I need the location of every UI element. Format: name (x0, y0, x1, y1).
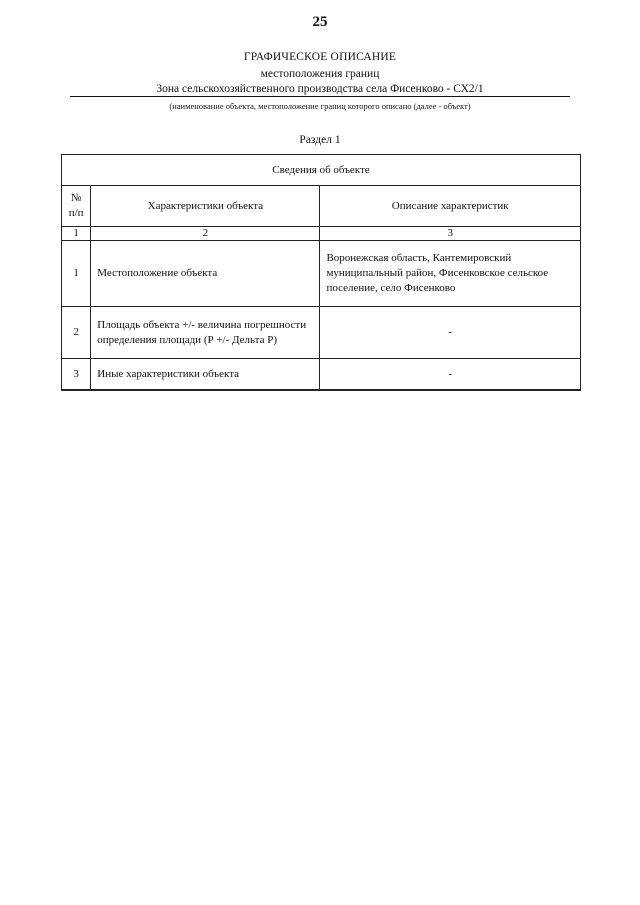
row-description: - (320, 359, 581, 391)
row-description: - (320, 307, 581, 359)
row-characteristic: Местоположение объекта (91, 241, 320, 307)
row-description: Воронежская область, Кантемировский муниципальный район, Фисенковское сельское поселение, село Фисенково (320, 241, 581, 307)
table-column-index-row (62, 227, 581, 241)
object-name-caption: (наименование объекта, местоположение границ которого описано (далее - объект) (169, 101, 471, 111)
document-title: ГРАФИЧЕСКОЕ ОПИСАНИЕ (243, 51, 397, 63)
table-row (62, 359, 581, 391)
row-num: 2 (62, 307, 91, 359)
document-subtitle: местоположения границ (260, 68, 380, 80)
column-index-3: 3 (320, 227, 581, 241)
table-caption: Сведения об объекте (62, 155, 581, 186)
object-name: Зона сельскохозяйственного производства села Фисенково - СХ2/1 (70, 83, 570, 97)
table-row (62, 241, 581, 307)
object-info-table (61, 154, 581, 391)
header-characteristics: Характеристики объекта (91, 186, 320, 227)
header-description: Описание характеристик (320, 186, 581, 227)
page-number: 25 (312, 14, 328, 30)
table-row (62, 307, 581, 359)
table-caption-row (62, 155, 581, 186)
row-num: 3 (62, 359, 91, 391)
column-index-2: 2 (91, 227, 320, 241)
row-characteristic: Иные характеристики объекта (91, 359, 320, 391)
table-header-row (62, 186, 581, 227)
header-num: № п/п (62, 186, 91, 227)
row-characteristic: Площадь объекта +/- величина погрешности определения площади (Р +/- Дельта Р) (91, 307, 320, 359)
section-title: Раздел 1 (299, 134, 341, 146)
row-num: 1 (62, 241, 91, 307)
column-index-1: 1 (62, 227, 91, 241)
